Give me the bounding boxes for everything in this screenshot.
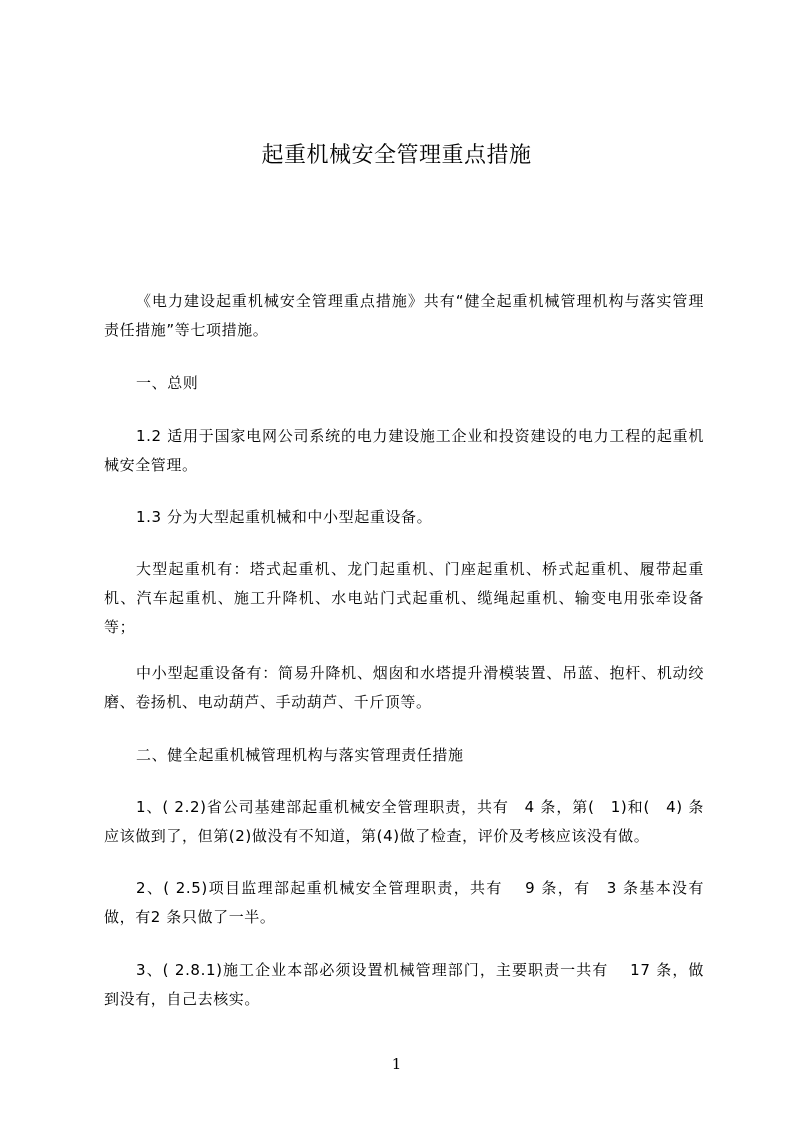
intro-paragraph: 《电力建设起重机械安全管理重点措施》共有“健全起重机械管理机构与落实管理责任措施”等七项措施。 xyxy=(104,292,704,339)
paragraph-1-3-classification: 1.3 分为大型起重机械和中小型起重设备。 xyxy=(136,508,433,526)
paragraph-1-2-scope: 1.2 适用于国家电网公司系统的电力建设施工企业和投资建设的电力工程的起重机械安全管理。 xyxy=(104,427,704,474)
item-3-construction-enterprise-duties: 3、( 2.8.1)施工企业本部必须设置机械管理部门，主要职责一共有 17 条，做到没有，自己去核实。 xyxy=(104,961,704,1008)
paragraph-small-medium-equipment: 中小型起重设备有：简易升降机、烟囱和水塔提升滑模装置、吊蓝、抱杆、机动绞磨、卷扬机、电动葫芦、手动葫芦、千斤顶等。 xyxy=(104,664,704,711)
section-heading-general: 一、总则 xyxy=(136,374,199,392)
section-heading-management-measures: 二、健全起重机械管理机构与落实管理责任措施 xyxy=(136,746,464,764)
item-1-provincial-company-duties: 1、( 2.2)省公司基建部起重机械安全管理职责，共有 4 条，第( 1)和( 4) 条应该做到了，但第(2)做没有不知道，第(4)做了检查，评价及考核应该没有做。 xyxy=(104,798,704,845)
page-number: 1 xyxy=(391,1055,402,1073)
item-2-supervision-duties: 2、( 2.5)项目监理部起重机械安全管理职责，共有 9 条，有 3 条基本没有做，有2 条只做了一半。 xyxy=(104,879,704,926)
paragraph-large-cranes: 大型起重机有：塔式起重机、龙门起重机、门座起重机、桥式起重机、履带起重机、汽车起重机、施工升降机、水电站门式起重机、缆绳起重机、输变电用张牵设备等； xyxy=(104,560,704,636)
document-title: 起重机械安全管理重点措施 xyxy=(261,143,532,168)
